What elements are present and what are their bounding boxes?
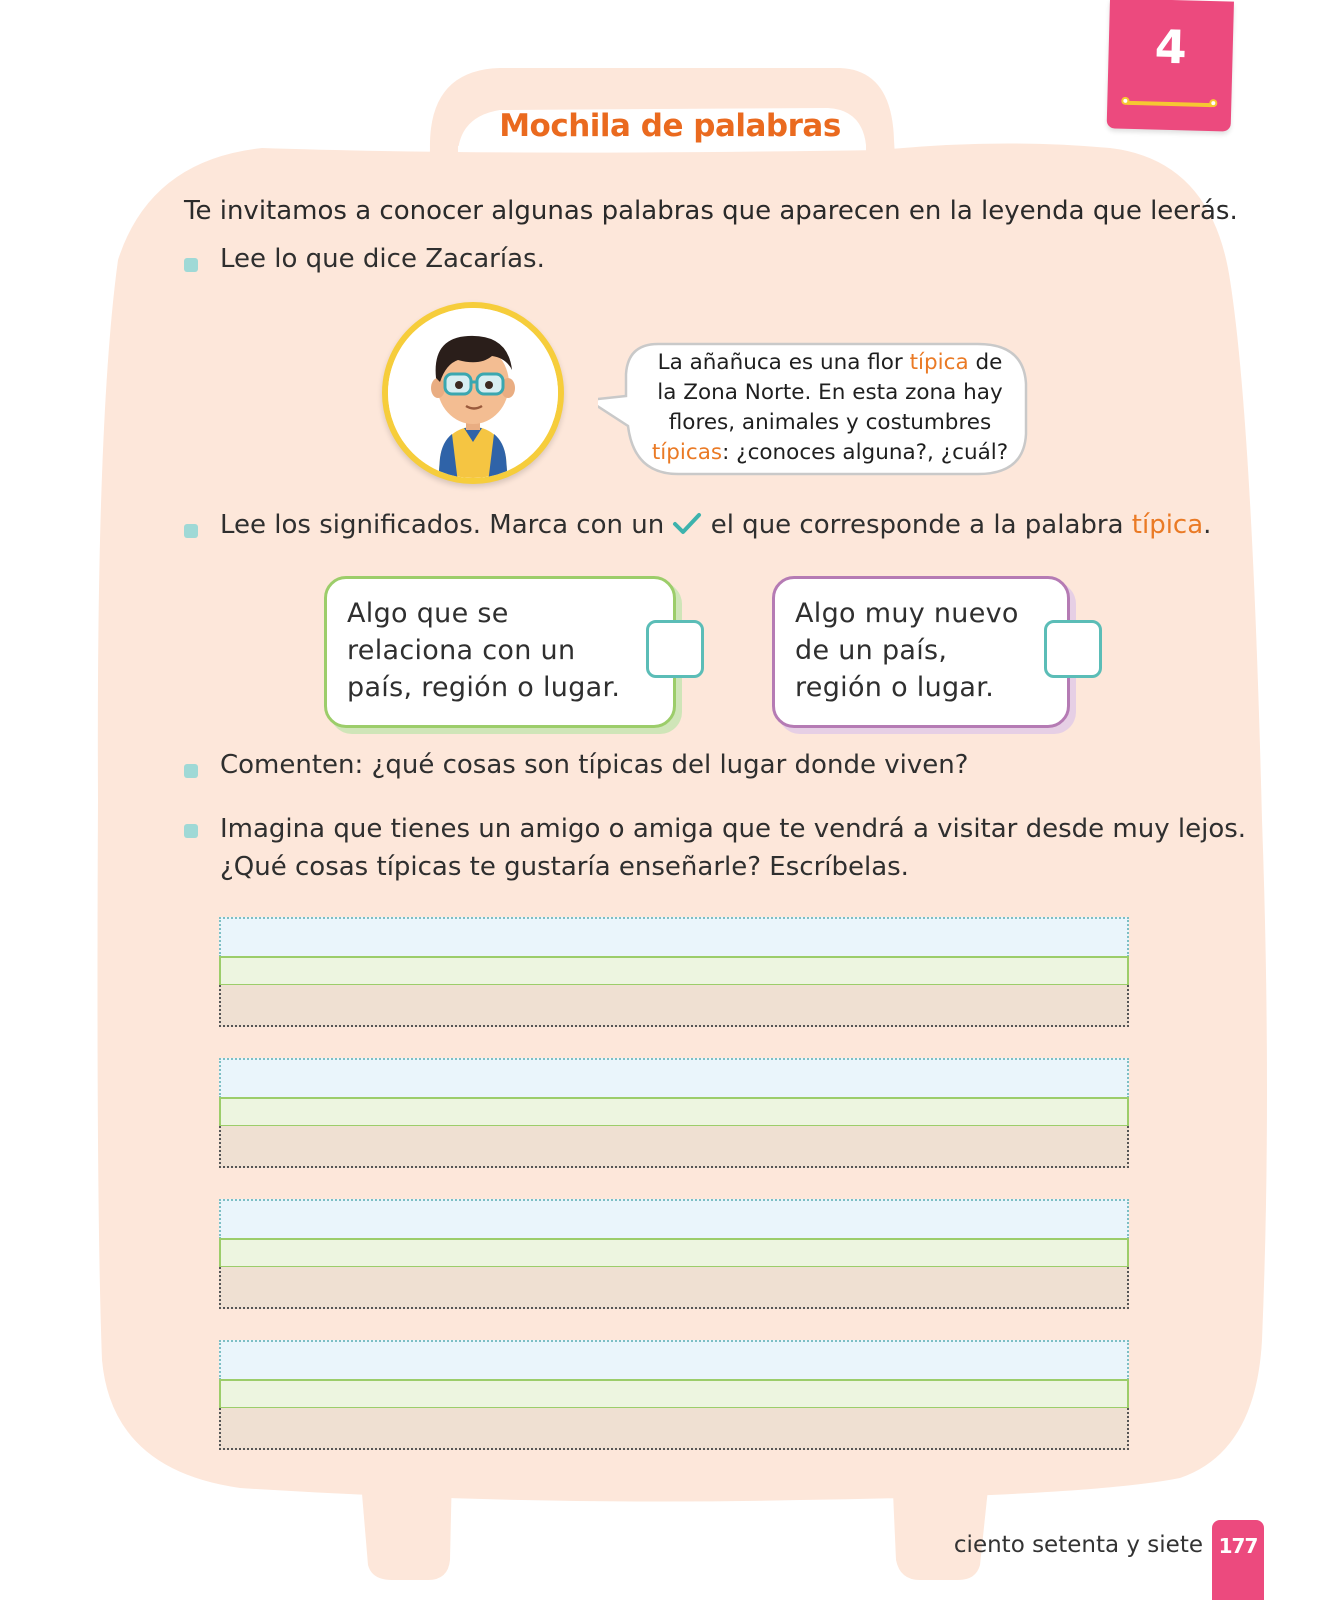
page-number: 177: [1218, 1534, 1258, 1558]
writing-line-2[interactable]: [219, 1058, 1129, 1168]
unit-number: 4: [1154, 19, 1188, 75]
unit-tab-decoration: [1125, 101, 1213, 107]
section-title: Mochila de palabras: [499, 108, 841, 144]
option-2-checkbox[interactable]: [1044, 620, 1102, 678]
bullet-icon: [184, 258, 198, 272]
page-number-words: ciento setenta y siete: [953, 1532, 1203, 1558]
bullet-icon: [184, 524, 198, 538]
option-card-2: Algo muy nuevo de un país, región o lugar.: [772, 576, 1070, 728]
unit-tab: [1107, 0, 1234, 132]
intro-text: Te invitamos a conocer algunas palabras que aparecen en la leyenda que leerás.: [184, 196, 1238, 226]
check-icon: [672, 512, 702, 536]
writing-line-1[interactable]: [219, 917, 1129, 1027]
speech-bubble-text: La añañuca es una flor típica de la Zona Norte. En esta zona hay flores, animales y costumbres típicas: ¿conoces alguna?, ¿cuál?: [651, 350, 1009, 465]
option-1-checkbox[interactable]: [646, 620, 704, 678]
writing-line-4[interactable]: [219, 1340, 1129, 1450]
bullet-icon: [184, 824, 198, 838]
option-card-1: Algo que se relaciona con un país, región o lugar.: [324, 576, 676, 728]
bullet-icon: [184, 764, 198, 778]
highlight-word: típicas: [651, 440, 723, 465]
writing-line-3[interactable]: [219, 1199, 1129, 1309]
highlight-word: típica: [909, 350, 969, 375]
page-number-tab: [1212, 1520, 1264, 1600]
boy-avatar-icon: [382, 302, 564, 484]
